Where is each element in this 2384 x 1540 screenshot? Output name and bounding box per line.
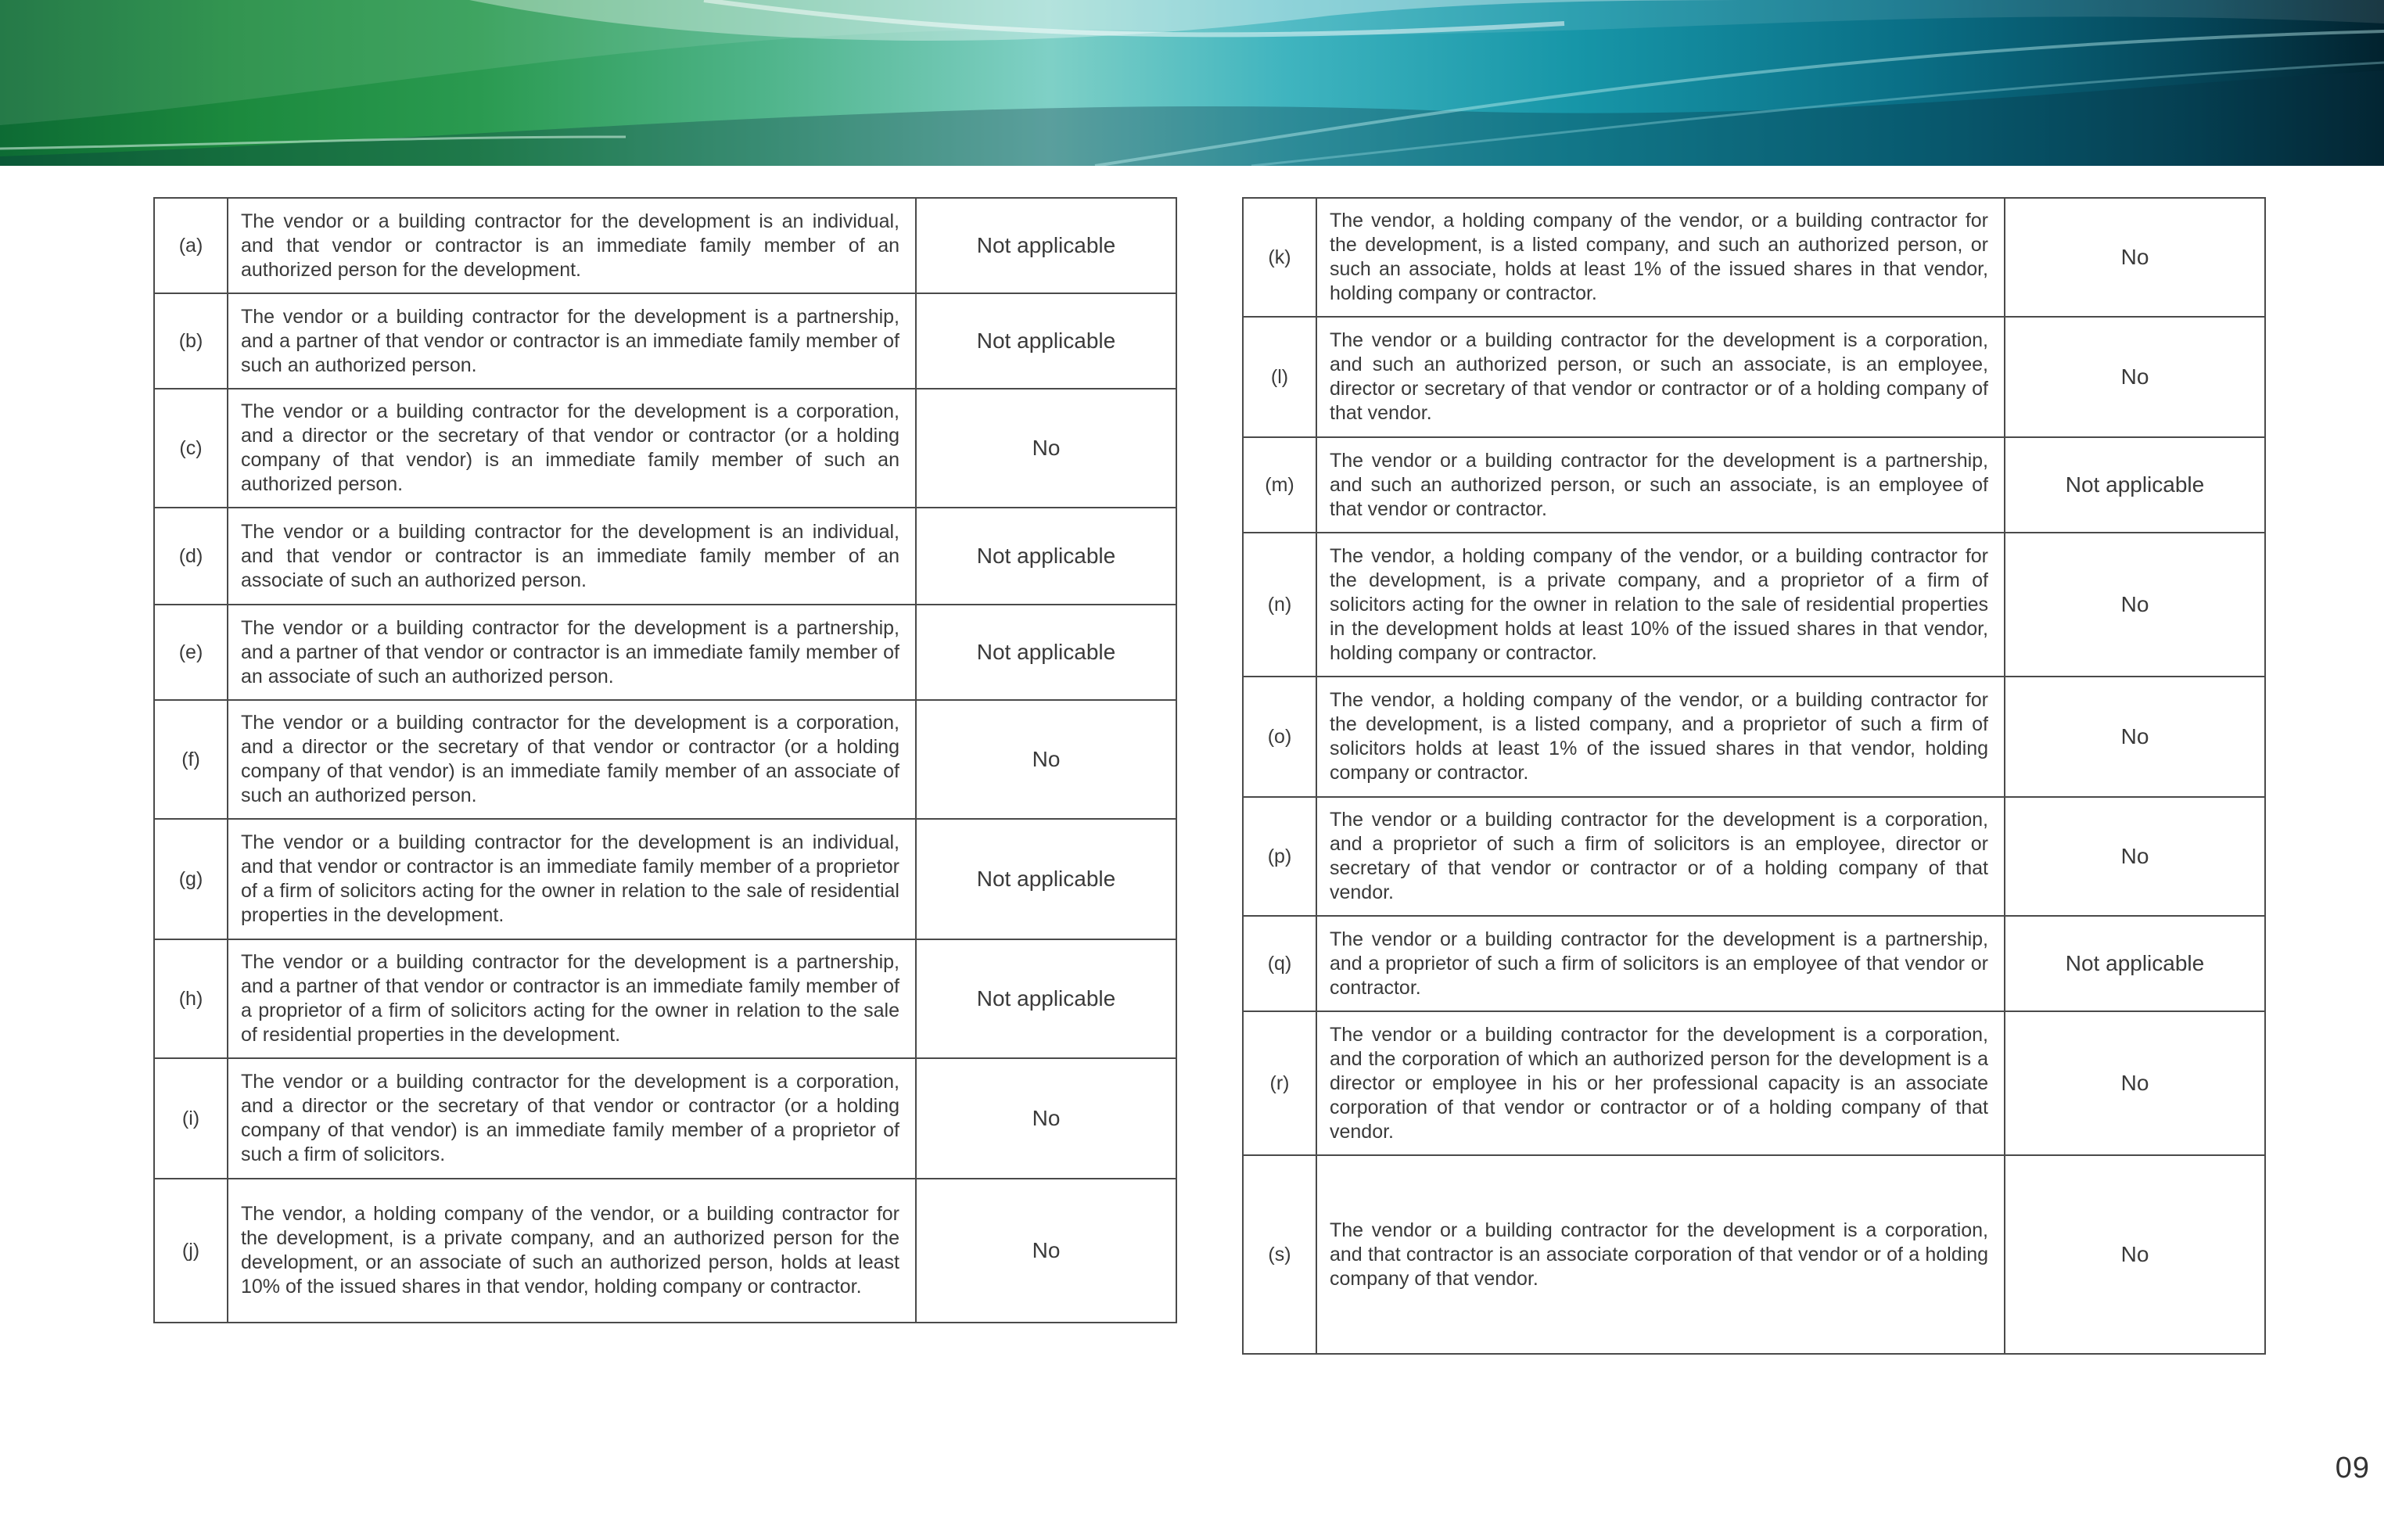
row-label: (d) [154, 508, 228, 605]
table-row [1243, 198, 2265, 317]
row-description: The vendor or a building contractor for the development is a corporation, and a proprietor of such a firm of solicitors is an employee, director or secretary of that vendor or contractor or of a holding company of that vendor. [1316, 797, 2005, 916]
table-row [1243, 1155, 2265, 1354]
table-row [154, 700, 1176, 819]
page-number: 09 [2335, 1452, 2370, 1484]
row-answer: Not applicable [916, 293, 1176, 389]
table-row [1243, 916, 2265, 1011]
row-description: The vendor or a building contractor for the development is an individual, and that vendor or contractor is an immediate family member of an associate of such an authorized person. [228, 508, 916, 605]
row-label: (m) [1243, 437, 1316, 533]
row-label: (r) [1243, 1011, 1316, 1155]
row-answer: Not applicable [916, 819, 1176, 939]
row-answer: Not applicable [916, 198, 1176, 293]
row-description: The vendor or a building contractor for the development is an individual, and that vendor or contractor is an immediate family member of an authorized person for the development. [228, 198, 916, 293]
row-answer: No [916, 389, 1176, 508]
row-label: (q) [1243, 916, 1316, 1011]
row-answer: Not applicable [916, 605, 1176, 700]
banner-wave-graphic [0, 0, 2384, 166]
row-answer: No [2005, 797, 2265, 916]
right-disclosure-table [1242, 197, 2266, 1355]
row-label: (f) [154, 700, 228, 819]
row-label: (s) [1243, 1155, 1316, 1354]
table-row [154, 819, 1176, 939]
table-row [1243, 437, 2265, 533]
left-disclosure-table [153, 197, 1177, 1323]
row-label: (c) [154, 389, 228, 508]
row-label: (p) [1243, 797, 1316, 916]
row-answer: No [2005, 317, 2265, 437]
row-description: The vendor or a building contractor for the development is a corporation, and that contractor is an associate corporation of that vendor or of a holding company of that vendor. [1316, 1155, 2005, 1354]
row-label: (g) [154, 819, 228, 939]
row-label: (b) [154, 293, 228, 389]
row-description: The vendor or a building contractor for the development is a corporation, and a director or the secretary of that vendor or contractor (or a holding company of that vendor) is an immediate family member of a proprietor of such a firm of solicitors. [228, 1058, 916, 1179]
row-description: The vendor or a building contractor for the development is a corporation, and a director or the secretary of that vendor or contractor (or a holding company of that vendor) is an immediate family member of such an authorized person. [228, 389, 916, 508]
row-description: The vendor or a building contractor for the development is a partnership, and a partner of that vendor or contractor is an immediate family member of an associate of such an authorized person. [228, 605, 916, 700]
row-label: (n) [1243, 533, 1316, 677]
row-description: The vendor or a building contractor for the development is a partnership, and such an authorized person, or such an associate, is an employee of that vendor or contractor. [1316, 437, 2005, 533]
table-row [154, 293, 1176, 389]
row-label: (e) [154, 605, 228, 700]
row-answer: No [2005, 1155, 2265, 1354]
row-description: The vendor or a building contractor for the development is a partnership, and a partner of that vendor or contractor is an immediate family member of such an authorized person. [228, 293, 916, 389]
table-row [1243, 797, 2265, 916]
row-label: (o) [1243, 677, 1316, 797]
table-row [1243, 533, 2265, 677]
table-row [1243, 1011, 2265, 1155]
row-label: (l) [1243, 317, 1316, 437]
row-description: The vendor, a holding company of the vendor, or a building contractor for the development, is a private company, and a proprietor of a firm of solicitors acting for the owner in relation to the sale of residential properties in the development holds at least 10% of the issued shares in that vendor, holding company or contractor. [1316, 533, 2005, 677]
row-answer: No [2005, 1011, 2265, 1155]
row-label: (k) [1243, 198, 1316, 317]
table-row [154, 198, 1176, 293]
row-description: The vendor or a building contractor for the development is a partnership, and a proprietor of such a firm of solicitors is an employee of that vendor or contractor. [1316, 916, 2005, 1011]
row-answer: No [2005, 198, 2265, 317]
row-answer: No [2005, 677, 2265, 797]
row-description: The vendor or a building contractor for the development is a corporation, and the corporation of which an authorized person for the development is a director or employee in his or her professional capacity is an associate corporation of that vendor or contractor or of a holding company of that vendor. [1316, 1011, 2005, 1155]
row-answer: No [916, 1058, 1176, 1179]
table-row [154, 1058, 1176, 1179]
row-answer: No [2005, 533, 2265, 677]
row-description: The vendor or a building contractor for the development is a partnership, and a partner of that vendor or contractor is an immediate family member of a proprietor of a firm of solicitors acting for the owner in relation to the sale of residential properties in the development. [228, 939, 916, 1058]
row-label: (i) [154, 1058, 228, 1179]
header-banner [0, 0, 2384, 166]
row-description: The vendor, a holding company of the vendor, or a building contractor for the development, is a listed company, and a proprietor of such a firm of solicitors holds at least 1% of the issued shares in that vendor, holding company or contractor. [1316, 677, 2005, 797]
row-answer: Not applicable [2005, 437, 2265, 533]
row-label: (h) [154, 939, 228, 1058]
table-row [1243, 317, 2265, 437]
table-row [154, 389, 1176, 508]
table-row [1243, 677, 2265, 797]
row-answer: Not applicable [916, 939, 1176, 1058]
row-description: The vendor or a building contractor for the development is a corporation, and a director or the secretary of that vendor or contractor (or a holding company of that vendor) is an immediate family member of an associate of such an authorized person. [228, 700, 916, 819]
table-row [154, 1179, 1176, 1323]
row-description: The vendor or a building contractor for the development is a corporation, and such an authorized person, or such an associate, is an employee, director or secretary of that vendor or contractor or of a holding company of that vendor. [1316, 317, 2005, 437]
table-row [154, 939, 1176, 1058]
table-row [154, 508, 1176, 605]
row-label: (j) [154, 1179, 228, 1323]
row-answer: Not applicable [916, 508, 1176, 605]
row-description: The vendor or a building contractor for the development is an individual, and that vendor or contractor is an immediate family member of a proprietor of a firm of solicitors acting for the owner in relation to the sale of residential properties in the development. [228, 819, 916, 939]
row-description: The vendor, a holding company of the vendor, or a building contractor for the development, is a listed company, and such an authorized person, or such an associate, holds at least 1% of the issued shares in that vendor, holding company or contractor. [1316, 198, 2005, 317]
row-answer: No [916, 700, 1176, 819]
row-answer: No [916, 1179, 1176, 1323]
row-description: The vendor, a holding company of the vendor, or a building contractor for the development, is a private company, and an authorized person for the development, or an associate of such an authorized person, holds at least 10% of the issued shares in that vendor, holding company or contractor. [228, 1179, 916, 1323]
row-label: (a) [154, 198, 228, 293]
row-answer: Not applicable [2005, 916, 2265, 1011]
table-row [154, 605, 1176, 700]
